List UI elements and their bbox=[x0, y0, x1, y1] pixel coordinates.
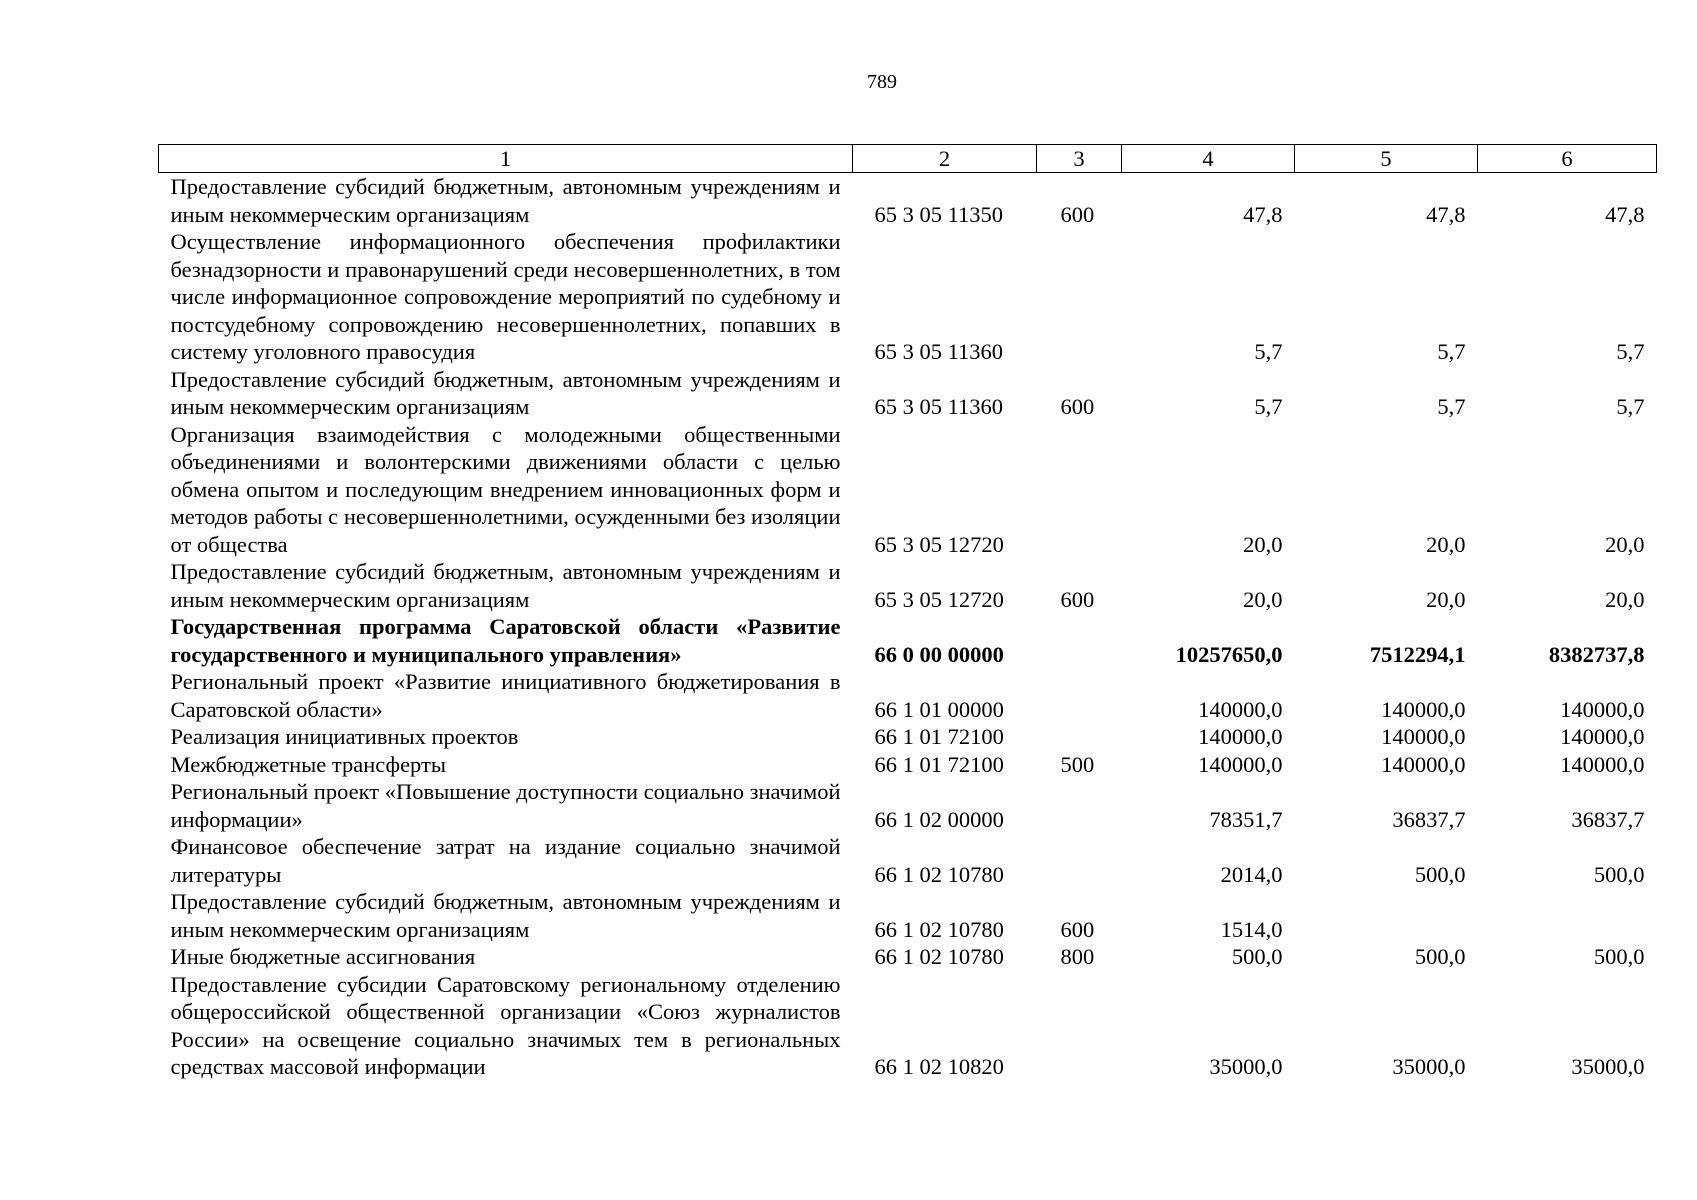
row-value-3: 5,7 bbox=[1616, 394, 1645, 419]
page-number: 789 bbox=[867, 71, 897, 93]
table-row bbox=[159, 558, 1657, 613]
row-value-2: 36837,7 bbox=[1392, 806, 1466, 832]
table-row bbox=[159, 668, 1657, 723]
row-name: Региональный проект «Повышение доступности социально значимой информации» bbox=[170, 779, 841, 832]
row-name: Государственная программа Саратовской области «Развитие государственного и муниципального управления» bbox=[170, 614, 841, 667]
row-value-3: 8382737,8 bbox=[1548, 641, 1645, 667]
header-cell: 3 bbox=[1037, 145, 1122, 173]
row-name: Осуществление информационного обеспечения профилактики безнадзорности и правонарушений среди несовершеннолетних, в том числе информационное сопровождение мероприятий по судебному и постсудебному сопровождению несовершеннолетних, попавших в систему уголовного правосудия bbox=[170, 229, 841, 364]
row-expense-type: 800 bbox=[1060, 944, 1095, 969]
table-body bbox=[159, 173, 1657, 1081]
row-value-3: 36837,7 bbox=[1571, 806, 1645, 832]
row-expense-type bbox=[1037, 723, 1122, 751]
row-code: 66 1 02 10780 bbox=[874, 916, 1004, 942]
row-value-3: 500,0 bbox=[1593, 944, 1645, 969]
row-value-3: 47,8 bbox=[1605, 201, 1645, 227]
row-value-1: 1514,0 bbox=[1220, 916, 1283, 942]
table-row bbox=[159, 228, 1657, 366]
row-value-2: 140000,0 bbox=[1381, 696, 1466, 722]
header-cell: 1 bbox=[159, 145, 853, 173]
table-row bbox=[159, 778, 1657, 833]
row-expense-type: 600 bbox=[1060, 394, 1095, 419]
row-code: 66 0 00 00000 bbox=[874, 641, 1004, 667]
row-code: 65 3 05 11360 bbox=[874, 394, 1004, 419]
row-value-1: 78351,7 bbox=[1209, 806, 1283, 832]
table-row bbox=[159, 173, 1657, 229]
row-code: 66 1 01 72100 bbox=[874, 724, 1004, 749]
row-expense-type bbox=[1037, 778, 1122, 833]
row-expense-type: 500 bbox=[1060, 751, 1095, 777]
row-value-2: 140000,0 bbox=[1381, 724, 1466, 749]
row-name: Региональный проект «Развитие инициативного бюджетирования в Саратовской области» bbox=[170, 669, 841, 722]
row-name: Предоставление субсидий бюджетным, автономным учреждениям и иным некоммерческим организациям bbox=[170, 559, 841, 612]
row-expense-type: 600 bbox=[1060, 586, 1095, 612]
row-value-1: 140000,0 bbox=[1198, 724, 1283, 749]
table-row bbox=[159, 366, 1657, 421]
table-row bbox=[159, 888, 1657, 943]
row-value-1: 140000,0 bbox=[1198, 696, 1283, 722]
row-name: Предоставление субсидий бюджетным, автономным учреждениям и иным некоммерческим организациям bbox=[170, 174, 841, 227]
row-name: Иные бюджетные ассигнования bbox=[170, 944, 476, 969]
row-code: 65 3 05 12720 bbox=[874, 531, 1004, 557]
row-value-2: 5,7 bbox=[1437, 339, 1466, 364]
row-name: Реализация инициативных проектов bbox=[170, 724, 519, 749]
row-value-3: 20,0 bbox=[1605, 586, 1645, 612]
row-value-3: 140000,0 bbox=[1560, 724, 1645, 749]
row-value-2 bbox=[1295, 888, 1478, 943]
row-value-1: 2014,0 bbox=[1220, 861, 1283, 887]
row-value-1: 140000,0 bbox=[1198, 751, 1283, 777]
row-value-1: 10257650,0 bbox=[1175, 641, 1283, 667]
row-name: Организация взаимодействия с молодежными общественными объединениями и волонтерскими движениями области с целью обмена опытом и последующим внедрением инновационных форм и методов работы с несовершеннолетними, осужденными без изоляции от общества bbox=[170, 421, 841, 557]
row-expense-type bbox=[1037, 421, 1122, 559]
row-code: 65 3 05 11360 bbox=[874, 339, 1004, 364]
row-expense-type bbox=[1037, 833, 1122, 888]
header-row bbox=[159, 145, 1657, 173]
table-row bbox=[159, 833, 1657, 888]
row-expense-type bbox=[1037, 971, 1122, 1081]
row-value-1: 35000,0 bbox=[1209, 1054, 1283, 1079]
row-value-2: 500,0 bbox=[1414, 861, 1466, 887]
header-cell: 2 bbox=[853, 145, 1037, 173]
row-value-3: 140000,0 bbox=[1560, 751, 1645, 777]
row-name: Межбюджетные трансферты bbox=[170, 751, 446, 777]
row-expense-type bbox=[1037, 613, 1122, 668]
row-expense-type bbox=[1037, 228, 1122, 366]
row-name: Финансовое обеспечение затрат на издание социально значимой литературы bbox=[170, 834, 841, 887]
row-value-2: 35000,0 bbox=[1392, 1054, 1466, 1079]
row-value-2: 500,0 bbox=[1414, 944, 1466, 969]
row-value-2: 140000,0 bbox=[1381, 751, 1466, 777]
row-code: 65 3 05 12720 bbox=[874, 586, 1004, 612]
row-value-2: 47,8 bbox=[1426, 201, 1466, 227]
row-code: 66 1 01 00000 bbox=[874, 696, 1004, 722]
row-code: 66 1 02 00000 bbox=[874, 806, 1004, 832]
row-value-1: 5,7 bbox=[1254, 339, 1283, 364]
row-value-3: 500,0 bbox=[1593, 861, 1645, 887]
row-name: Предоставление субсидии Саратовскому региональному отделению общероссийской общественной организации «Союз журналистов России» на освещение социально значимых тем в региональных средствах массовой информации bbox=[170, 971, 841, 1079]
row-value-2: 20,0 bbox=[1426, 586, 1466, 612]
row-code: 66 1 02 10780 bbox=[874, 944, 1004, 969]
header-cell: 4 bbox=[1122, 145, 1295, 173]
header-cell: 6 bbox=[1478, 145, 1657, 173]
table-row bbox=[159, 723, 1657, 751]
table-row bbox=[159, 751, 1657, 779]
table-row bbox=[159, 971, 1657, 1081]
row-name: Предоставление субсидий бюджетным, автономным учреждениям и иным некоммерческим организациям bbox=[170, 366, 841, 419]
row-code: 66 1 02 10780 bbox=[874, 861, 1004, 887]
row-value-3: 140000,0 bbox=[1560, 696, 1645, 722]
row-value-3: 20,0 bbox=[1605, 531, 1645, 557]
row-value-3: 5,7 bbox=[1616, 339, 1645, 364]
row-expense-type: 600 bbox=[1060, 916, 1095, 942]
table-row bbox=[159, 943, 1657, 971]
budget-table bbox=[158, 144, 1657, 1081]
row-expense-type: 600 bbox=[1060, 201, 1095, 227]
row-code: 65 3 05 11350 bbox=[874, 201, 1004, 227]
header-cell: 5 bbox=[1295, 145, 1478, 173]
row-code: 66 1 02 10820 bbox=[874, 1054, 1004, 1079]
row-value-2: 5,7 bbox=[1437, 394, 1466, 419]
row-value-1: 20,0 bbox=[1243, 531, 1283, 557]
row-value-2: 20,0 bbox=[1426, 531, 1466, 557]
row-value-3 bbox=[1478, 888, 1657, 943]
row-value-2: 7512294,1 bbox=[1369, 641, 1466, 667]
row-code: 66 1 01 72100 bbox=[874, 751, 1004, 777]
row-name: Предоставление субсидий бюджетным, автономным учреждениям и иным некоммерческим организациям bbox=[170, 889, 841, 942]
row-value-1: 20,0 bbox=[1243, 586, 1283, 612]
row-value-1: 47,8 bbox=[1243, 201, 1283, 227]
table-row bbox=[159, 421, 1657, 559]
table-row bbox=[159, 613, 1657, 668]
row-value-3: 35000,0 bbox=[1571, 1054, 1645, 1079]
row-value-1: 500,0 bbox=[1231, 944, 1283, 969]
row-value-1: 5,7 bbox=[1254, 394, 1283, 419]
row-expense-type bbox=[1037, 668, 1122, 723]
